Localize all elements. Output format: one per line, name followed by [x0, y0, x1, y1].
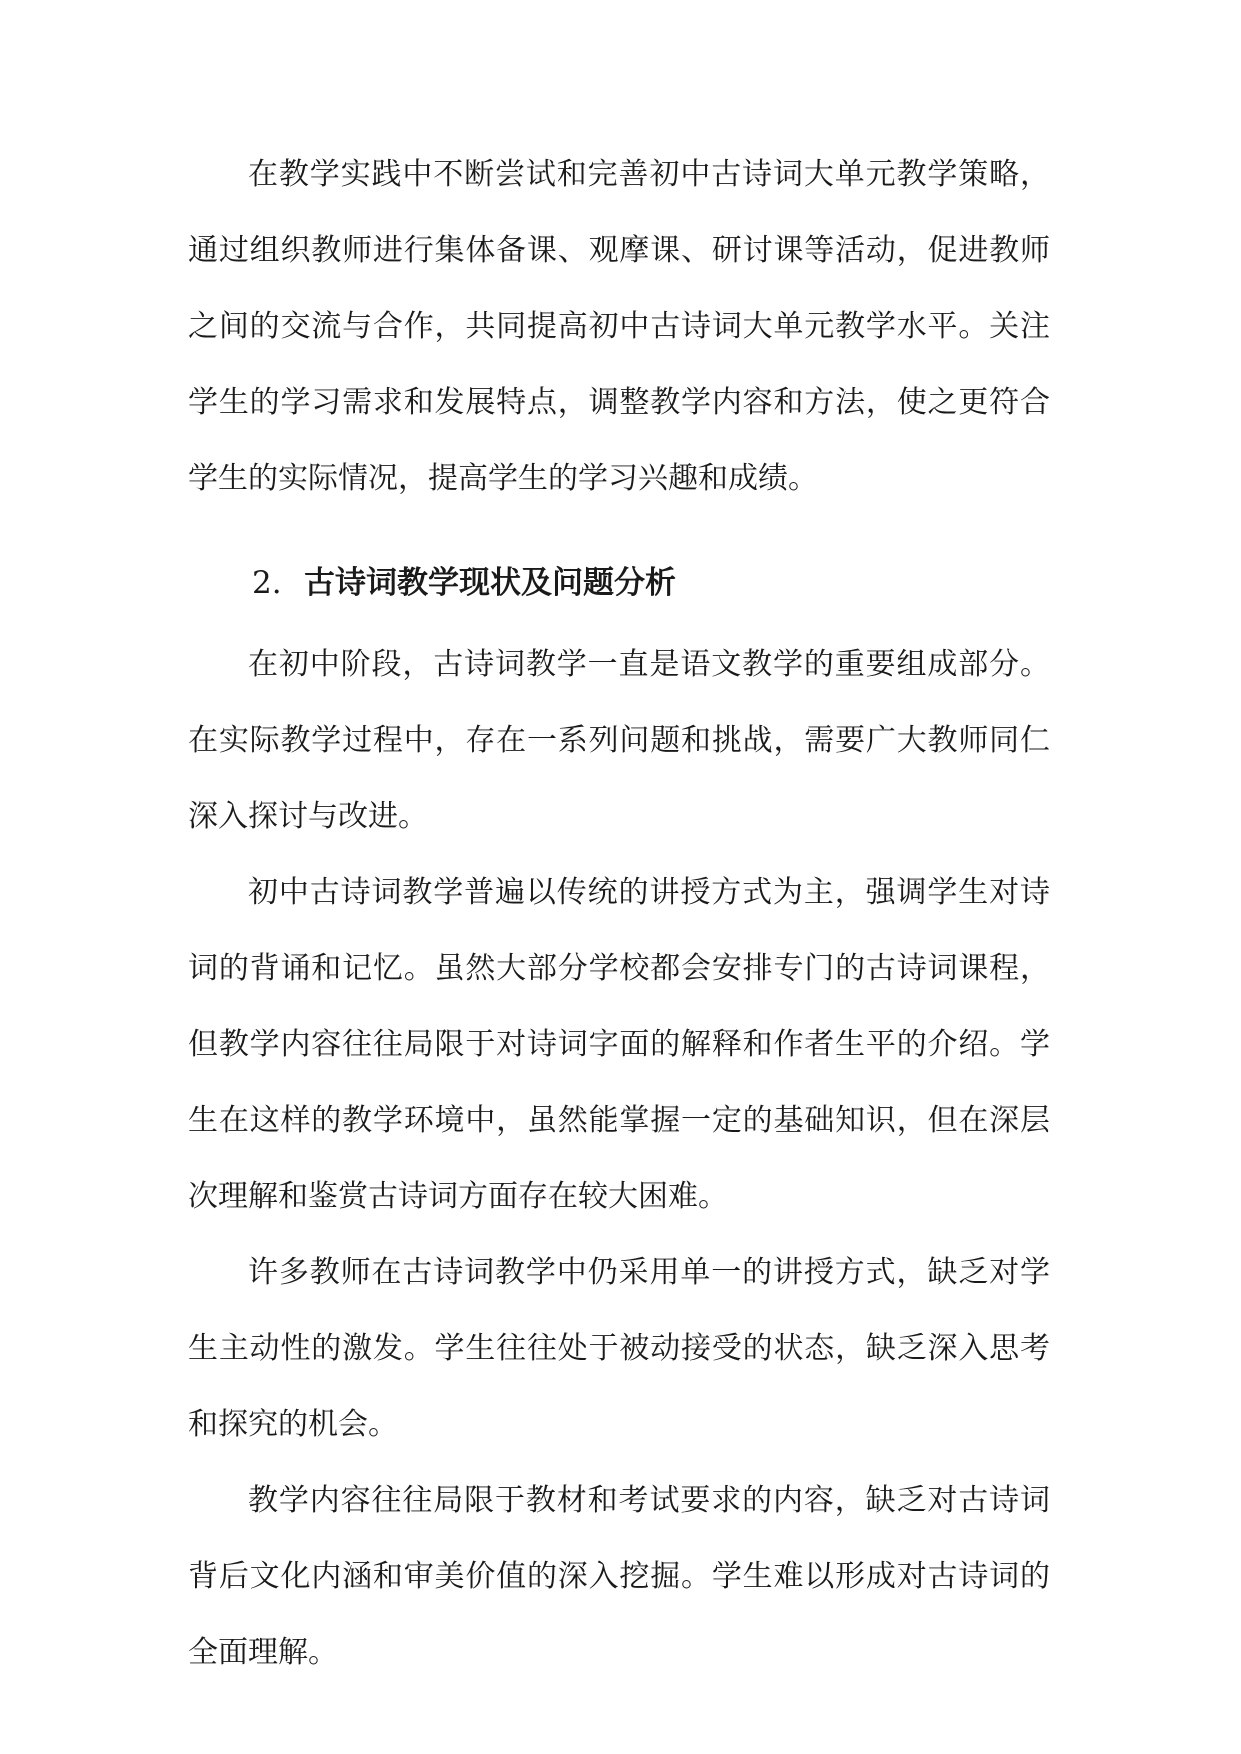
section-number: 2.	[252, 565, 282, 601]
paragraph-1: 在初中阶段，古诗词教学一直是语文教学的重要组成部分。在实际教学过程中，存在一系列问题和挑战，需要广大教师同仁深入探讨与改进。	[188, 647, 1050, 834]
section-title: 古诗词教学现状及问题分析	[304, 565, 676, 601]
section-heading	[188, 553, 1050, 613]
document-body	[188, 137, 1050, 1691]
paragraph-3: 许多教师在古诗词教学中仍采用单一的讲授方式，缺乏对学生主动性的激发。学生往往处于被动接受的状态，缺乏深入思考和探究的机会。	[188, 1255, 1050, 1442]
paragraph-2: 初中古诗词教学普遍以传统的讲授方式为主，强调学生对诗词的背诵和记忆。虽然大部分学校都会安排专门的古诗词课程，但教学内容往往局限于对诗词字面的解释和作者生平的介绍。学生在这样的教学环境中，虽然能掌握一定的基础知识，但在深层次理解和鉴赏古诗词方面存在较大困难。	[188, 875, 1050, 1214]
paragraph-intro: 在教学实践中不断尝试和完善初中古诗词大单元教学策略，通过组织教师进行集体备课、观摩课、研讨课等活动，促进教师之间的交流与合作，共同提高初中古诗词大单元教学水平。关注学生的学习需求和发展特点，调整教学内容和方法，使之更符合学生的实际情况，提高学生的学习兴趣和成绩。	[188, 157, 1050, 496]
paragraph-4: 教学内容往往局限于教材和考试要求的内容，缺乏对古诗词背后文化内涵和审美价值的深入挖掘。学生难以形成对古诗词的全面理解。	[188, 1483, 1050, 1670]
